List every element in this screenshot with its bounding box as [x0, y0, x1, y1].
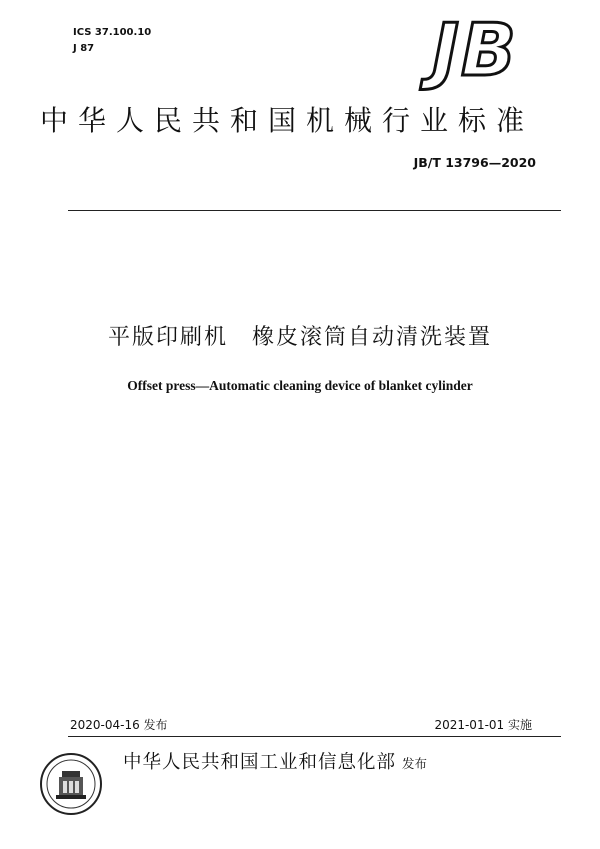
issuer-name: 中华人民共和国工业和信息化部 [123, 752, 397, 773]
jb-logo: JB [432, 8, 518, 92]
ccs-code: J 87 [73, 43, 95, 54]
issuer-suffix: 发布 [402, 756, 428, 771]
issuing-authority [123, 748, 427, 774]
top-divider [68, 210, 561, 211]
release-date: 2020-04-16 发布 [70, 718, 168, 732]
title-chinese: 平版印刷机 橡皮滚筒自动清洗装置 [107, 325, 492, 350]
ics-code: ICS 37.100.10 [73, 27, 152, 38]
bottom-divider [68, 736, 561, 737]
standard-number: JB/T 13796—2020 [413, 155, 536, 170]
seal-icon [42, 755, 100, 813]
organization-title: 中华人民共和国机械行业标准 [40, 104, 535, 137]
seal-emblem [40, 753, 102, 815]
implementation-date: 2021-01-01 实施 [434, 718, 532, 732]
title-english: Offset press—Automatic cleaning device of blanket cylinder [127, 378, 473, 393]
